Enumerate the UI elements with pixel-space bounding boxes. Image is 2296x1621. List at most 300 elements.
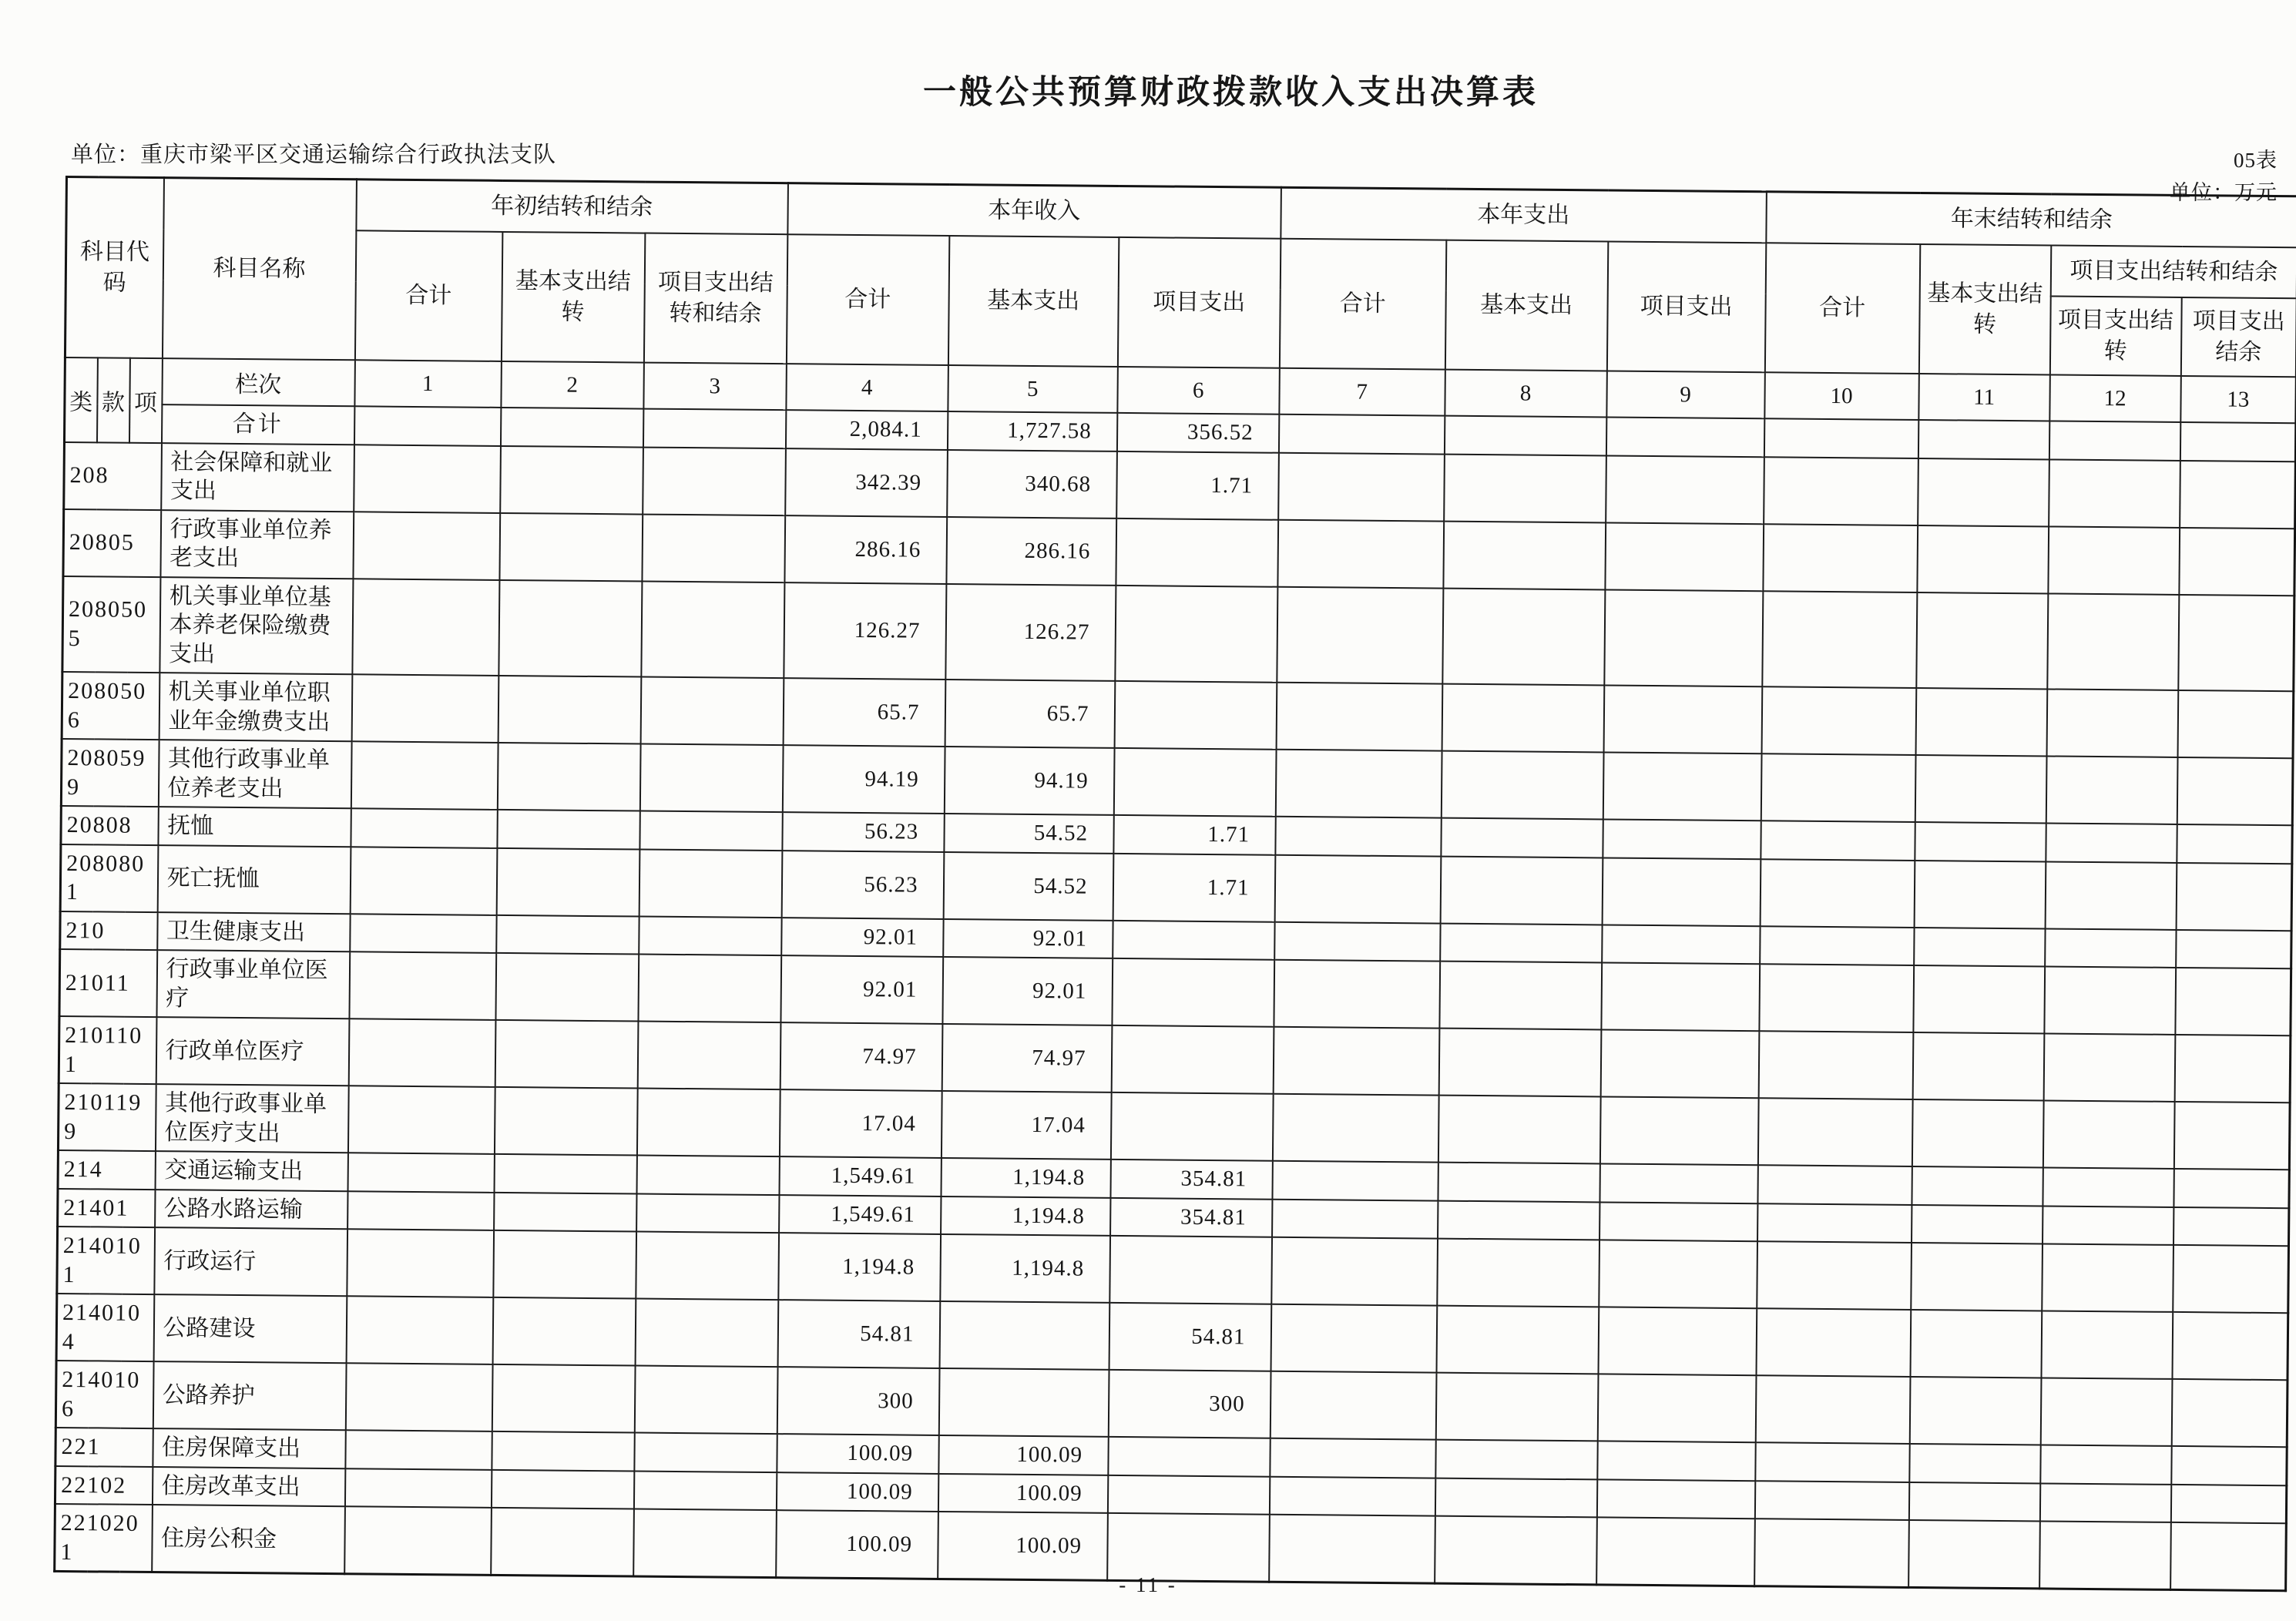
subject-name-cell: 行政事业单位医疗 xyxy=(156,950,350,1019)
value-cell-col-6 xyxy=(1115,585,1277,682)
value-cell-col-11 xyxy=(1908,1482,2039,1521)
value-cell-col-6: 1.71 xyxy=(1113,853,1275,921)
value-cell-col-7 xyxy=(1277,519,1444,588)
value-cell-col-9 xyxy=(1606,417,1764,456)
subject-name-cell: 行政单位医疗 xyxy=(156,1017,349,1086)
value-cell-col-13 xyxy=(2176,929,2291,968)
column-index-cell: 11 xyxy=(1918,374,2050,421)
value-cell-col-11 xyxy=(1912,1166,2043,1206)
value-cell-col-6 xyxy=(1113,748,1276,817)
header-col-1: 合计 xyxy=(354,230,502,361)
header-col-5: 基本支出 xyxy=(948,236,1118,367)
value-cell-col-4: 126.27 xyxy=(784,582,946,680)
value-cell-col-12 xyxy=(2047,593,2179,690)
header-group-current-income: 本年收入 xyxy=(787,183,1281,239)
page-number: - 11 - xyxy=(1119,1573,1177,1596)
value-cell-col-9 xyxy=(1597,1374,1756,1442)
value-cell-col-7 xyxy=(1269,1476,1435,1515)
subject-code-cell: 21401 xyxy=(58,1188,155,1227)
value-cell-col-10 xyxy=(1757,1165,1912,1204)
header-group-year-begin: 年初结转和结余 xyxy=(356,180,788,234)
value-cell-col-13 xyxy=(2178,594,2294,691)
subject-code-cell: 2140104 xyxy=(56,1294,154,1361)
value-cell-col-6: 1.71 xyxy=(1113,815,1275,854)
value-cell-col-6: 300 xyxy=(1108,1370,1271,1438)
header-col-8: 基本支出 xyxy=(1445,240,1607,371)
value-cell-col-13 xyxy=(2170,1484,2286,1523)
value-cell-col-11 xyxy=(1912,1099,2043,1167)
value-cell-col-4: 100.09 xyxy=(776,1472,938,1512)
value-cell-col-2 xyxy=(492,1431,634,1471)
value-cell-col-1 xyxy=(351,808,497,847)
value-cell-col-5: 1,194.8 xyxy=(941,1196,1110,1235)
value-cell-col-9 xyxy=(1598,1307,1757,1375)
column-index-cell: 4 xyxy=(786,364,948,411)
value-cell-col-2 xyxy=(499,512,643,581)
value-cell-col-9 xyxy=(1601,962,1760,1031)
value-cell-col-3 xyxy=(639,744,783,813)
subject-name-cell: 死亡抚恤 xyxy=(157,845,351,914)
subject-name-cell: 公路养护 xyxy=(153,1361,346,1430)
subject-code-cell: 2101101 xyxy=(59,1016,156,1084)
value-cell-col-10 xyxy=(1761,686,1916,755)
value-cell-col-6 xyxy=(1109,1236,1272,1304)
value-cell-col-3 xyxy=(639,916,781,955)
value-cell-col-9 xyxy=(1606,455,1764,524)
value-cell-col-3 xyxy=(639,811,782,851)
value-cell-col-4: 100.09 xyxy=(777,1434,938,1473)
value-cell-col-2 xyxy=(491,1508,634,1576)
subject-name-cell: 公路建设 xyxy=(153,1294,347,1363)
value-cell-col-4: 300 xyxy=(777,1367,939,1435)
value-cell-col-3 xyxy=(643,409,785,448)
value-cell-col-5: 74.97 xyxy=(942,1024,1112,1092)
value-cell-col-8 xyxy=(1440,856,1603,925)
value-cell-col-8 xyxy=(1444,454,1606,522)
value-cell-col-13 xyxy=(2173,1245,2289,1313)
value-cell-col-12 xyxy=(2042,1243,2173,1311)
value-cell-col-13 xyxy=(2171,1446,2287,1485)
value-cell-col-8 xyxy=(1438,1163,1599,1202)
unit-of-measure: 单位：万元 xyxy=(2170,180,2278,204)
subject-code-cell: 20805 xyxy=(63,508,161,576)
header-col-6: 项目支出 xyxy=(1117,237,1280,368)
value-cell-col-1 xyxy=(352,579,499,676)
value-cell-col-10 xyxy=(1762,591,1917,688)
value-cell-col-11 xyxy=(1917,525,2049,592)
value-cell-col-13 xyxy=(2172,1312,2288,1380)
value-cell-col-7 xyxy=(1270,1438,1435,1478)
header-group-year-end: 年末结转和结余 xyxy=(1766,192,2296,248)
value-cell-col-8 xyxy=(1438,1200,1599,1240)
value-cell-col-1 xyxy=(346,1296,493,1364)
value-cell-col-6: 354.81 xyxy=(1110,1160,1272,1199)
column-index-cell: 5 xyxy=(948,365,1118,413)
value-cell-col-11 xyxy=(1918,458,2049,525)
value-cell-col-12 xyxy=(2040,1378,2172,1445)
value-cell-col-8 xyxy=(1441,818,1603,857)
value-cell-col-9 xyxy=(1596,1479,1754,1519)
value-cell-col-10 xyxy=(1759,964,1914,1032)
value-cell-col-9 xyxy=(1599,1096,1758,1165)
value-cell-col-7 xyxy=(1275,817,1441,856)
value-cell-col-6 xyxy=(1116,518,1278,586)
value-cell-col-10 xyxy=(1760,859,1915,928)
subject-name-cell: 社会保障和就业支出 xyxy=(161,443,354,512)
value-cell-col-2 xyxy=(492,1297,636,1366)
value-cell-col-3 xyxy=(639,849,782,918)
value-cell-col-12 xyxy=(2048,526,2180,594)
value-cell-col-6 xyxy=(1112,958,1274,1027)
value-cell-col-10 xyxy=(1758,1031,1913,1099)
value-cell-col-10 xyxy=(1761,821,1915,860)
value-cell-col-12 xyxy=(2044,966,2176,1034)
value-cell-col-8 xyxy=(1435,1440,1597,1479)
header-col-12: 项目支出结转 xyxy=(2049,296,2181,375)
subject-code-cell: 22102 xyxy=(55,1465,152,1505)
header-col-13: 项目支出结余 xyxy=(2180,297,2296,377)
value-cell-col-13 xyxy=(2173,1169,2289,1208)
subject-code-cell: 20808 xyxy=(61,806,158,845)
value-cell-col-3 xyxy=(641,581,784,678)
column-index-cell: 10 xyxy=(1764,372,1919,420)
value-cell-col-1 xyxy=(349,951,496,1020)
value-cell-col-1 xyxy=(353,512,500,580)
value-cell-col-10 xyxy=(1756,1308,1911,1377)
subject-name-cell: 合计 xyxy=(162,404,354,445)
value-cell-col-10 xyxy=(1757,1203,1912,1243)
code-part-lei: 类 xyxy=(64,357,97,442)
value-cell-col-12 xyxy=(2049,459,2180,527)
value-cell-col-3 xyxy=(633,1509,777,1578)
subject-name-cell: 卫生健康支出 xyxy=(157,912,350,952)
value-cell-col-11 xyxy=(1912,1032,2044,1100)
value-cell-col-7 xyxy=(1274,960,1440,1029)
value-cell-col-11 xyxy=(1911,1243,2043,1311)
value-cell-col-13 xyxy=(2179,527,2295,595)
value-cell-col-3 xyxy=(634,1433,777,1472)
value-cell-col-12 xyxy=(2045,861,2177,929)
value-cell-col-9 xyxy=(1599,1202,1757,1241)
value-cell-col-7 xyxy=(1271,1237,1438,1306)
value-cell-col-3 xyxy=(636,1193,779,1233)
header-col-4: 合计 xyxy=(786,234,948,365)
column-index-cell: 2 xyxy=(501,361,644,409)
value-cell-col-4: 74.97 xyxy=(780,1022,942,1091)
value-cell-col-5: 94.19 xyxy=(944,747,1114,815)
subject-code-cell: 21011 xyxy=(59,949,157,1017)
value-cell-col-13 xyxy=(2177,757,2293,825)
value-cell-col-8 xyxy=(1439,962,1602,1030)
value-cell-col-13 xyxy=(2176,862,2292,930)
value-cell-col-10 xyxy=(1755,1442,1909,1482)
value-cell-col-2 xyxy=(494,1087,637,1156)
value-cell-col-12 xyxy=(2043,1206,2173,1245)
value-cell-col-10 xyxy=(1764,418,1918,458)
value-cell-col-8 xyxy=(1437,1239,1599,1307)
value-cell-col-8 xyxy=(1435,1478,1596,1517)
header-subgroup-end-project: 项目支出结转和结余 xyxy=(2050,245,2296,298)
value-cell-col-5: 1,727.58 xyxy=(947,411,1116,451)
value-cell-col-8 xyxy=(1438,1096,1600,1164)
subject-code-cell: 2101199 xyxy=(58,1083,156,1151)
header-subject-code: 科目代码 xyxy=(65,177,163,359)
value-cell-col-8 xyxy=(1442,588,1605,685)
value-cell-col-9 xyxy=(1603,752,1761,821)
column-index-cell: 7 xyxy=(1279,368,1445,416)
subject-name-cell: 住房改革支出 xyxy=(152,1467,344,1507)
value-cell-col-1 xyxy=(350,847,497,915)
value-cell-col-11 xyxy=(1909,1444,2040,1483)
value-cell-col-1 xyxy=(354,406,501,445)
subject-name-cell: 交通运输支出 xyxy=(155,1151,347,1191)
subject-name-cell: 公路水路运输 xyxy=(155,1190,347,1230)
value-cell-col-7 xyxy=(1272,1094,1438,1163)
code-part-xiang: 项 xyxy=(129,358,162,443)
value-cell-col-1 xyxy=(344,1506,492,1575)
value-cell-col-13 xyxy=(2177,824,2292,864)
value-cell-col-1 xyxy=(350,914,496,953)
column-index-cell: 12 xyxy=(2049,374,2181,421)
value-cell-col-5: 126.27 xyxy=(945,583,1116,680)
value-cell-col-5: 1,194.8 xyxy=(941,1158,1110,1197)
subject-code-cell: 214 xyxy=(58,1150,155,1190)
subject-code-cell: 2080801 xyxy=(60,844,158,911)
value-cell-col-11 xyxy=(1912,1204,2043,1243)
value-cell-col-9 xyxy=(1599,1240,1757,1308)
value-cell-col-4: 1,549.61 xyxy=(779,1195,941,1234)
value-cell-col-7 xyxy=(1272,1161,1438,1200)
value-cell-col-2 xyxy=(498,579,642,676)
value-cell-col-7 xyxy=(1276,683,1442,751)
value-cell-col-8 xyxy=(1438,1029,1601,1097)
value-cell-col-9 xyxy=(1603,819,1761,858)
value-cell-col-2 xyxy=(494,1192,636,1231)
subject-code-cell: 210 xyxy=(60,911,157,950)
value-cell-col-4: 100.09 xyxy=(776,1510,938,1579)
value-cell-col-9 xyxy=(1605,522,1764,591)
subject-code-cell: 221 xyxy=(55,1428,153,1467)
value-cell-col-2 xyxy=(495,1020,638,1089)
value-cell-col-11 xyxy=(1915,822,2046,861)
value-cell-col-1 xyxy=(347,1191,494,1230)
subject-code-cell: 208 xyxy=(64,441,162,509)
value-cell-col-3 xyxy=(634,1366,777,1435)
header-col-3: 项目支出结转和结余 xyxy=(643,233,787,364)
value-cell-col-7 xyxy=(1272,1199,1438,1238)
value-cell-col-10 xyxy=(1755,1375,1910,1444)
value-cell-col-2 xyxy=(491,1469,633,1509)
value-cell-col-5: 54.52 xyxy=(943,851,1113,920)
value-cell-col-6 xyxy=(1113,920,1274,959)
value-cell-col-7 xyxy=(1273,1027,1439,1096)
value-cell-col-4: 56.23 xyxy=(782,812,944,851)
value-cell-col-11 xyxy=(1915,755,2046,823)
value-cell-col-6 xyxy=(1114,681,1277,750)
value-cell-col-13 xyxy=(2174,1035,2291,1102)
value-cell-col-4: 54.81 xyxy=(777,1300,940,1368)
value-cell-col-5: 1,194.8 xyxy=(940,1234,1110,1303)
subject-code-cell: 2080506 xyxy=(62,672,159,740)
value-cell-col-6: 54.81 xyxy=(1109,1303,1271,1371)
header-col-11: 基本支出结转 xyxy=(1918,244,2050,374)
value-cell-col-4: 56.23 xyxy=(781,851,944,919)
table-container xyxy=(53,176,2296,1592)
value-cell-col-6 xyxy=(1108,1437,1270,1476)
subject-code-cell: 2080505 xyxy=(62,576,160,673)
value-cell-col-8 xyxy=(1444,416,1606,455)
subject-code-cell: 2210201 xyxy=(55,1504,153,1572)
value-cell-col-5: 100.09 xyxy=(938,1473,1107,1512)
value-cell-col-7 xyxy=(1275,750,1442,818)
subject-name-cell: 其他行政事业单位医疗支出 xyxy=(155,1084,348,1153)
value-cell-col-4: 1,194.8 xyxy=(778,1233,941,1301)
value-cell-col-12 xyxy=(2039,1483,2170,1522)
value-cell-col-4: 92.01 xyxy=(780,955,943,1024)
value-cell-col-4: 17.04 xyxy=(779,1089,942,1158)
value-cell-col-8 xyxy=(1441,751,1603,820)
value-cell-col-12 xyxy=(2040,1445,2171,1484)
value-cell-col-6 xyxy=(1107,1513,1270,1582)
value-cell-col-12 xyxy=(2046,689,2178,757)
value-cell-col-1 xyxy=(351,741,498,810)
subject-name-cell: 住房公积金 xyxy=(152,1505,345,1574)
value-cell-col-4: 92.01 xyxy=(781,918,943,957)
header-subject-name: 科目名称 xyxy=(162,178,356,361)
value-cell-col-3 xyxy=(642,514,785,582)
value-cell-col-4: 1,549.61 xyxy=(779,1156,941,1196)
value-cell-col-6 xyxy=(1107,1475,1269,1514)
unit-label: 单位：重庆市梁平区交通运输综合行政执法支队 xyxy=(71,143,557,167)
value-cell-col-8 xyxy=(1440,923,1602,962)
value-cell-col-7 xyxy=(1278,414,1444,454)
header-group-current-expense: 本年支出 xyxy=(1281,187,1767,243)
value-cell-col-1 xyxy=(345,1430,492,1469)
subject-name-cell: 抚恤 xyxy=(158,807,351,847)
value-cell-col-2 xyxy=(492,1364,635,1433)
column-index-cell: 6 xyxy=(1117,367,1280,414)
value-cell-col-6 xyxy=(1110,1092,1273,1161)
subject-name-cell: 机关事业单位基本养老保险缴费支出 xyxy=(159,577,353,675)
value-cell-col-1 xyxy=(344,1468,491,1508)
value-cell-col-5: 65.7 xyxy=(945,680,1115,748)
value-cell-col-6: 1.71 xyxy=(1116,451,1279,519)
value-cell-col-8 xyxy=(1443,521,1606,589)
value-cell-col-3 xyxy=(633,1471,776,1510)
value-cell-col-2 xyxy=(496,847,639,916)
value-cell-col-5: 92.01 xyxy=(942,957,1113,1025)
value-cell-col-3 xyxy=(636,1232,779,1300)
value-cell-col-10 xyxy=(1760,926,1914,965)
sheet-number: 05表 xyxy=(2234,149,2278,172)
subject-name-cell: 行政运行 xyxy=(154,1227,347,1296)
value-cell-col-2 xyxy=(498,676,641,744)
lanci-label: 栏次 xyxy=(162,358,355,406)
value-cell-col-11 xyxy=(1914,927,2045,966)
value-cell-col-2 xyxy=(496,915,639,954)
subject-name-cell: 机关事业单位职业年金缴费支出 xyxy=(159,673,352,741)
subject-name-cell: 住房保障支出 xyxy=(153,1428,345,1468)
value-cell-col-11 xyxy=(1916,592,2048,689)
value-cell-col-9 xyxy=(1602,857,1761,926)
value-cell-col-13 xyxy=(2180,460,2296,528)
value-cell-col-13 xyxy=(2177,690,2294,758)
value-cell-col-12 xyxy=(2046,756,2177,824)
value-cell-col-4: 94.19 xyxy=(782,745,945,814)
value-cell-col-11 xyxy=(1910,1310,2042,1378)
value-cell-col-8 xyxy=(1435,1373,1598,1441)
value-cell-col-7 xyxy=(1278,452,1445,521)
subject-name-cell: 其他行政事业单位养老支出 xyxy=(158,740,351,808)
value-cell-col-10 xyxy=(1764,457,1918,525)
value-cell-col-12 xyxy=(2049,421,2180,460)
value-cell-col-2 xyxy=(500,445,643,514)
value-cell-col-5: 340.68 xyxy=(947,450,1117,519)
column-index-cell: 1 xyxy=(354,360,502,408)
value-cell-col-7 xyxy=(1271,1304,1437,1373)
value-cell-col-13 xyxy=(2173,1102,2290,1170)
subject-code-cell: 2140106 xyxy=(55,1361,153,1428)
value-cell-col-12 xyxy=(2045,928,2176,968)
value-cell-col-1 xyxy=(347,1153,494,1192)
value-cell-col-9 xyxy=(1602,925,1760,964)
report-title: 一般公共预算财政拨款收入支出决算表 xyxy=(923,75,1539,111)
column-index-cell: 3 xyxy=(643,363,787,411)
value-cell-col-11 xyxy=(1914,860,2046,928)
subject-code-cell: 2080599 xyxy=(61,739,159,807)
value-cell-col-1 xyxy=(348,1019,495,1087)
value-cell-col-3 xyxy=(637,1022,780,1090)
value-cell-col-11 xyxy=(1915,688,2047,756)
value-cell-col-7 xyxy=(1270,1371,1436,1440)
value-cell-col-5: 286.16 xyxy=(946,516,1116,585)
value-cell-col-2 xyxy=(500,408,643,447)
value-cell-col-5: 54.52 xyxy=(944,814,1113,853)
value-cell-col-6: 356.52 xyxy=(1116,413,1278,452)
value-cell-col-7 xyxy=(1274,854,1441,923)
value-cell-col-13 xyxy=(2175,968,2291,1035)
value-cell-col-1 xyxy=(347,1086,495,1154)
value-cell-col-4: 342.39 xyxy=(785,448,948,517)
value-cell-col-9 xyxy=(1600,1029,1759,1098)
value-cell-col-9 xyxy=(1599,1163,1757,1203)
subject-name-cell: 行政事业单位养老支出 xyxy=(160,510,354,579)
value-cell-col-5 xyxy=(938,1368,1109,1437)
value-cell-col-7 xyxy=(1277,586,1443,683)
value-cell-col-3 xyxy=(636,1089,780,1157)
value-cell-col-12 xyxy=(2041,1311,2173,1378)
value-cell-col-8 xyxy=(1442,684,1604,753)
column-index-cell: 13 xyxy=(2180,376,2296,423)
code-part-kuan: 款 xyxy=(96,357,129,442)
value-cell-col-10 xyxy=(1757,1098,1912,1166)
value-cell-col-1 xyxy=(351,674,498,743)
value-cell-col-2 xyxy=(493,1230,636,1299)
value-cell-col-11 xyxy=(1913,965,2045,1033)
value-cell-col-5: 92.01 xyxy=(943,918,1113,958)
value-cell-col-2 xyxy=(497,743,640,811)
value-cell-col-3 xyxy=(635,1299,778,1368)
value-cell-col-4: 2,084.1 xyxy=(785,410,947,449)
value-cell-col-6 xyxy=(1111,1025,1274,1094)
value-cell-col-3 xyxy=(643,447,786,515)
value-cell-col-6: 354.81 xyxy=(1110,1197,1272,1237)
value-cell-col-12 xyxy=(2046,823,2177,862)
value-cell-col-1 xyxy=(354,445,501,513)
header-col-10: 合计 xyxy=(1764,243,1919,374)
value-cell-col-12 xyxy=(2043,1167,2173,1207)
value-cell-col-3 xyxy=(638,955,781,1023)
